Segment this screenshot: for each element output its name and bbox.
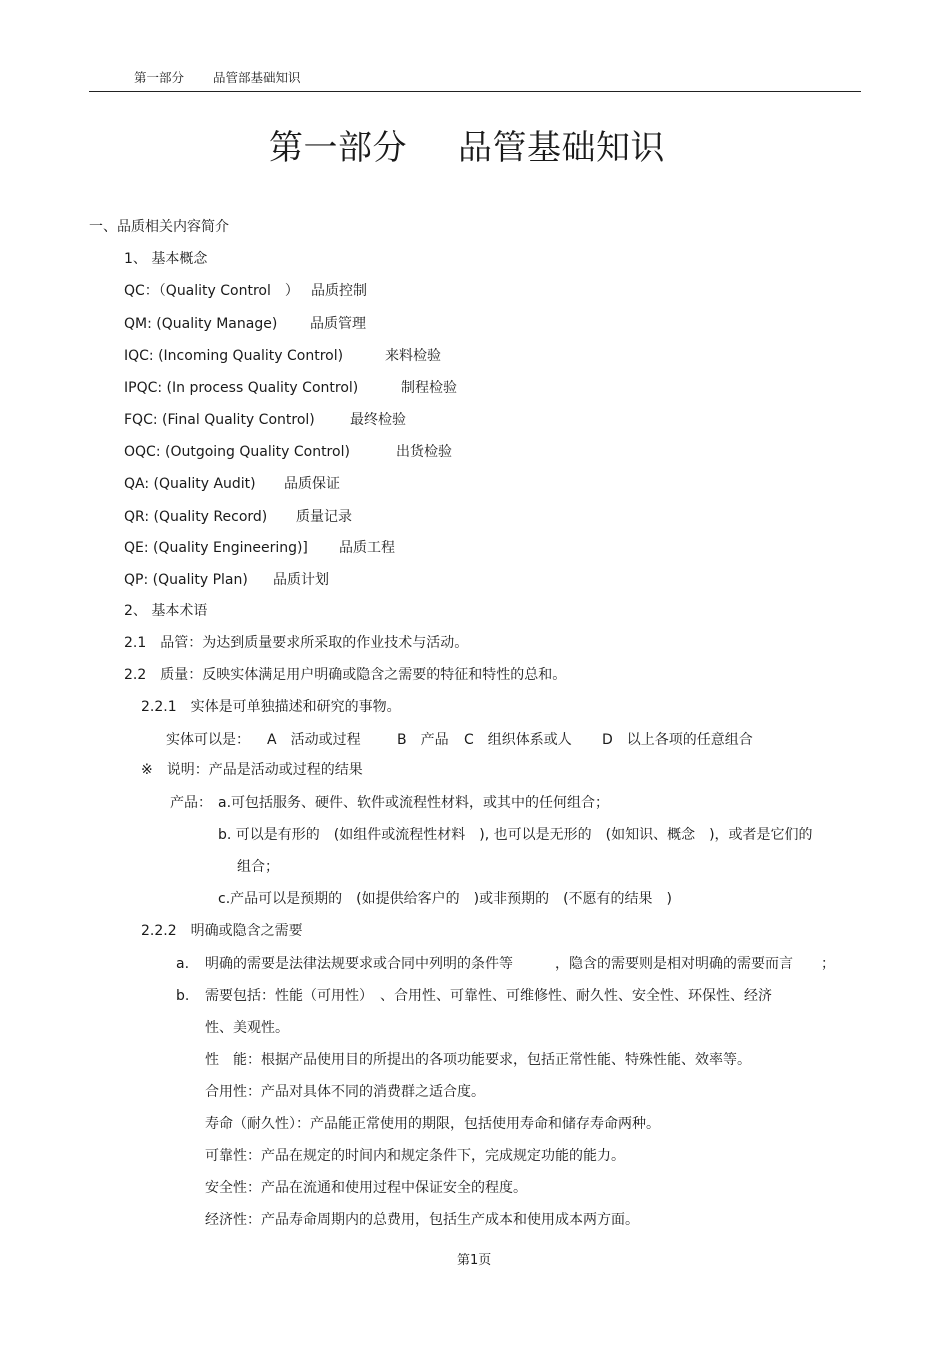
concept-cn: 品质控制: [311, 283, 367, 299]
need-a-label: a.: [176, 956, 190, 972]
concept-cn: 最终检验: [350, 412, 406, 428]
need-b-label: b.: [176, 988, 190, 1004]
definition-durability: 寿命（耐久性）：产品能正常使用的期限，包括使用寿命和储存寿命两种。: [205, 1116, 660, 1132]
product-b: b. 可以是有形的 (如组件或流程性材料 ), 也可以是无形的 (如知识、概念 )，或者是它们的: [218, 827, 813, 843]
entity-option-d: D 以上各项的任意组合: [602, 732, 753, 748]
concepts-heading: 1、 基本概念: [124, 251, 208, 267]
need-a-text: 明确的需要是法律法规要求或合同中列明的条件等 ，隐含的需要则是相对明确的需要而言 ；: [205, 956, 835, 972]
definition-safety: 安全性：产品在流通和使用过程中保证安全的程度。: [205, 1180, 527, 1196]
concept-en: QR: (Quality Record): [124, 509, 268, 525]
concept-cn: 出货检验: [396, 444, 452, 460]
definition-reliability: 可靠性：产品在规定的时间内和规定条件下，完成规定功能的能力。: [205, 1148, 625, 1164]
concept-en: QC：（Quality Control ）: [124, 283, 299, 299]
concept-cn: 品质计划: [273, 572, 329, 588]
section-heading: 一、品质相关内容简介: [89, 219, 229, 235]
header-part: 第一部分: [134, 70, 185, 85]
definition-performance: 性 能：根据产品使用目的所提出的各项功能要求，包括正常性能、特殊性能、效率等。: [205, 1052, 751, 1068]
concept-cn: 品质保证: [284, 476, 340, 492]
product-label: 产品：: [170, 795, 212, 811]
concept-cn: 制程检验: [401, 380, 457, 396]
header-title: 品管部基础知识: [213, 70, 301, 85]
entity-prefix: 实体可以是：: [166, 732, 250, 748]
concept-en: OQC: (Outgoing Quality Control): [124, 444, 350, 460]
entity-option-a: A 活动或过程: [267, 732, 361, 748]
concept-cn: 来料检验: [385, 348, 441, 364]
concept-en: IQC: (Incoming Quality Control): [124, 348, 344, 364]
definition-economy: 经济性：产品寿命周期内的总费用，包括生产成本和使用成本两方面。: [205, 1212, 639, 1228]
concept-cn: 质量记录: [296, 509, 352, 525]
need-b-text: 需要包括：性能（可用性） 、合用性、可靠性、可维修性、耐久性、安全性、环保性、经济: [205, 988, 772, 1004]
concept-en: IPQC: (In process Quality Control): [124, 380, 359, 396]
terms-heading: 2、 基本术语: [124, 603, 208, 619]
concept-en: QP: (Quality Plan): [124, 572, 248, 588]
page-number: 第1页: [457, 1253, 492, 1268]
product-c: c.产品可以是预期的 (如提供给客户的 )或非预期的 (不愿有的结果 ): [218, 891, 672, 907]
need-b-text-cont: 性、美观性。: [205, 1020, 289, 1036]
concept-en: QA: (Quality Audit): [124, 476, 256, 492]
term-2-2-1: 2.2.1 实体是可单独描述和研究的事物。: [141, 699, 401, 715]
definition-suitability: 合用性：产品对具体不同的消费群之适合度。: [205, 1084, 485, 1100]
product-a: a.可包括服务、硬件、软件或流程性材料，或其中的任何组合；: [218, 795, 610, 811]
concept-en: QE: (Quality Engineering)]: [124, 540, 308, 556]
note: ※ 说明：产品是活动或过程的结果: [141, 762, 363, 778]
product-b-cont: 组合；: [237, 859, 279, 875]
concept-cn: 品质管理: [310, 316, 366, 332]
entity-option-c: C 组织体系或人: [464, 732, 572, 748]
term-2-2: 2.2 质量：反映实体满足用户明确或隐含之需要的特征和特性的总和。: [124, 667, 567, 683]
header-rule: [89, 91, 861, 92]
concept-en: FQC: (Final Quality Control): [124, 412, 315, 428]
doc-title-part: 第一部分: [269, 128, 407, 168]
concept-en: QM: (Quality Manage): [124, 316, 278, 332]
concept-cn: 品质工程: [339, 540, 395, 556]
term-2-1: 2.1 品管：为达到质量要求所采取的作业技术与活动。: [124, 635, 469, 651]
term-2-2-2: 2.2.2 明确或隐含之需要: [141, 923, 303, 939]
entity-option-b: B 产品: [397, 732, 449, 748]
doc-title-name: 品管基础知识: [458, 128, 665, 168]
